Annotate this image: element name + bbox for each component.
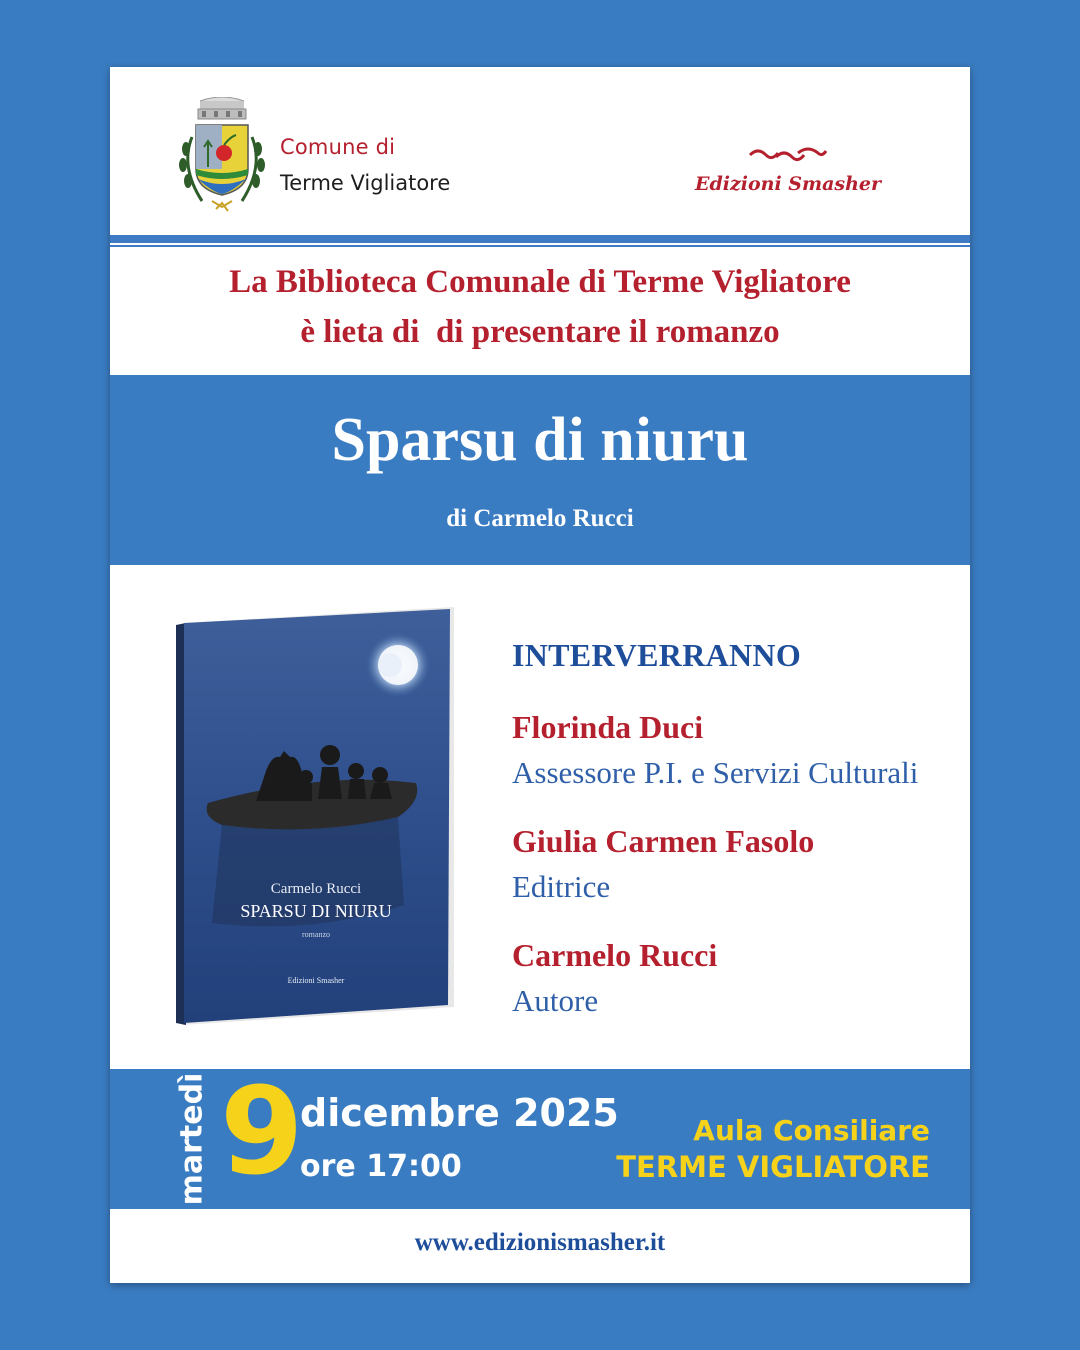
event-time: ore 17:00 — [300, 1149, 462, 1184]
speaker-role-2: Editrice — [512, 869, 611, 904]
book-author-line: di Carmelo Rucci — [446, 505, 634, 532]
venue-line-2: TERME VIGLIATORE — [616, 1150, 930, 1184]
header-divider-thin — [110, 245, 970, 247]
municipal-crest-icon — [172, 97, 272, 217]
speaker-name-1: Florinda Duci — [512, 709, 704, 745]
header — [110, 67, 970, 235]
comune-name: Terme Vigliatore — [280, 171, 451, 195]
date-band — [110, 1063, 970, 1209]
speaker-name-3: Carmelo Rucci — [512, 937, 718, 973]
title-band — [110, 375, 970, 565]
cover-author: Carmelo Rucci — [270, 881, 362, 897]
book-title: Sparsu di niuru — [331, 406, 749, 474]
speaker-role-3: Autore — [512, 983, 599, 1018]
cover-publisher: Edizioni Smasher — [287, 976, 345, 985]
day-number: 9 — [220, 1063, 304, 1202]
speaker-name-2: Giulia Carmen Fasolo — [512, 823, 815, 859]
weekday — [162, 1072, 222, 1206]
comune-label: Comune di — [280, 135, 396, 159]
weekday-label: martedì — [174, 1072, 210, 1206]
cover-title: SPARSU DI NIURU — [240, 901, 392, 921]
venue — [616, 1113, 930, 1185]
month-year: dicembre 2025 — [300, 1091, 619, 1135]
intro-line-1: La Biblioteca Comunale di Terme Vigliatore — [229, 264, 851, 300]
header-divider — [110, 235, 970, 243]
speaker-role-1: Assessore P.I. e Servizi Culturali — [512, 755, 919, 790]
book-cover-image — [172, 605, 456, 1025]
intro-line-2: è lieta di di presentare il romanzo — [300, 314, 780, 350]
venue-line-1: Aula Consiliare — [693, 1114, 930, 1147]
publisher-name: Edizioni Smasher — [694, 173, 882, 195]
wave-logo-icon — [748, 143, 828, 165]
poster-sheet — [110, 67, 970, 1283]
intro-text — [110, 257, 970, 357]
cover-genre: romanzo — [302, 930, 330, 939]
speakers-heading: INTERVERRANNO — [512, 637, 802, 673]
website-link[interactable]: www.edizionismasher.it — [414, 1229, 666, 1256]
